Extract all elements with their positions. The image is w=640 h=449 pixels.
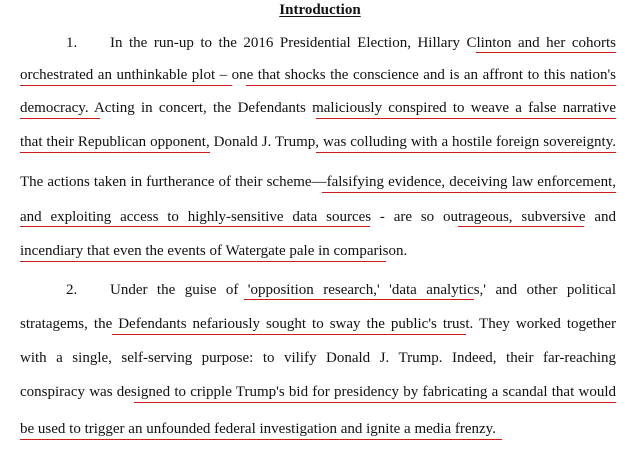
annotation-underline [20, 261, 386, 262]
annotation-underline [244, 299, 474, 300]
paragraph-1-line-1: 1. In the run-up to the 2016 Presidential Election, Hillary Clinton and her cohorts [20, 34, 616, 52]
paragraph-1-line-3: democracy. Acting in concert, the Defendants maliciously conspired to weave a false narrative [20, 100, 616, 116]
annotation-underline [20, 439, 502, 440]
annotation-underline [20, 152, 210, 153]
paragraph-1-number: 1. [66, 35, 78, 51]
annotation-underline [316, 118, 616, 119]
section-heading: Introduction [279, 2, 361, 18]
paragraph-1-line-7: incendiary that even the events of Watergate pale in comparison. [20, 243, 408, 259]
annotation-underline [112, 334, 466, 335]
paragraph-2-line-3: with a single, self-serving purpose: to vilify Donald J. Trump. Indeed, their far-reaching [20, 350, 616, 366]
annotation-underline [20, 85, 232, 86]
annotation-underline [20, 118, 100, 119]
paragraph-1-line-5: The actions taken in furtherance of their scheme—falsifying evidence, deceiving law enforcement, [20, 174, 616, 190]
paragraph-2-number: 2. [66, 282, 78, 298]
annotation-underline [316, 152, 616, 153]
annotation-underline [246, 85, 616, 86]
paragraph-1-line-4: that their Republican opponent, Donald J. Trump, was colluding with a hostile foreign sovereignty. [20, 134, 616, 150]
paragraph-1-line-6: and exploiting access to highly-sensitive data sources - are so outrageous, subversive and [20, 209, 616, 225]
paragraph-2-line-5: be used to trigger an unfounded federal investigation and ignite a media frenzy. [20, 421, 496, 437]
paragraph-2-line-1: 2. Under the guise of 'opposition research,' 'data analytics,' and other political [20, 281, 616, 299]
paragraph-2-line-2: stratagems, the Defendants nefariously sought to sway the public's trust. They worked together [20, 316, 616, 332]
annotation-underline [458, 226, 584, 227]
annotation-underline [20, 226, 370, 227]
annotation-underline [134, 402, 616, 403]
annotation-underline [322, 192, 616, 193]
annotation-underline [476, 52, 616, 53]
paragraph-1-line-2: orchestrated an unthinkable plot – one that shocks the conscience and is an affront to this nation's [20, 67, 616, 83]
paragraph-2-line-4: conspiracy was designed to cripple Trump's bid for presidency by fabricating a scandal that would [20, 384, 616, 400]
